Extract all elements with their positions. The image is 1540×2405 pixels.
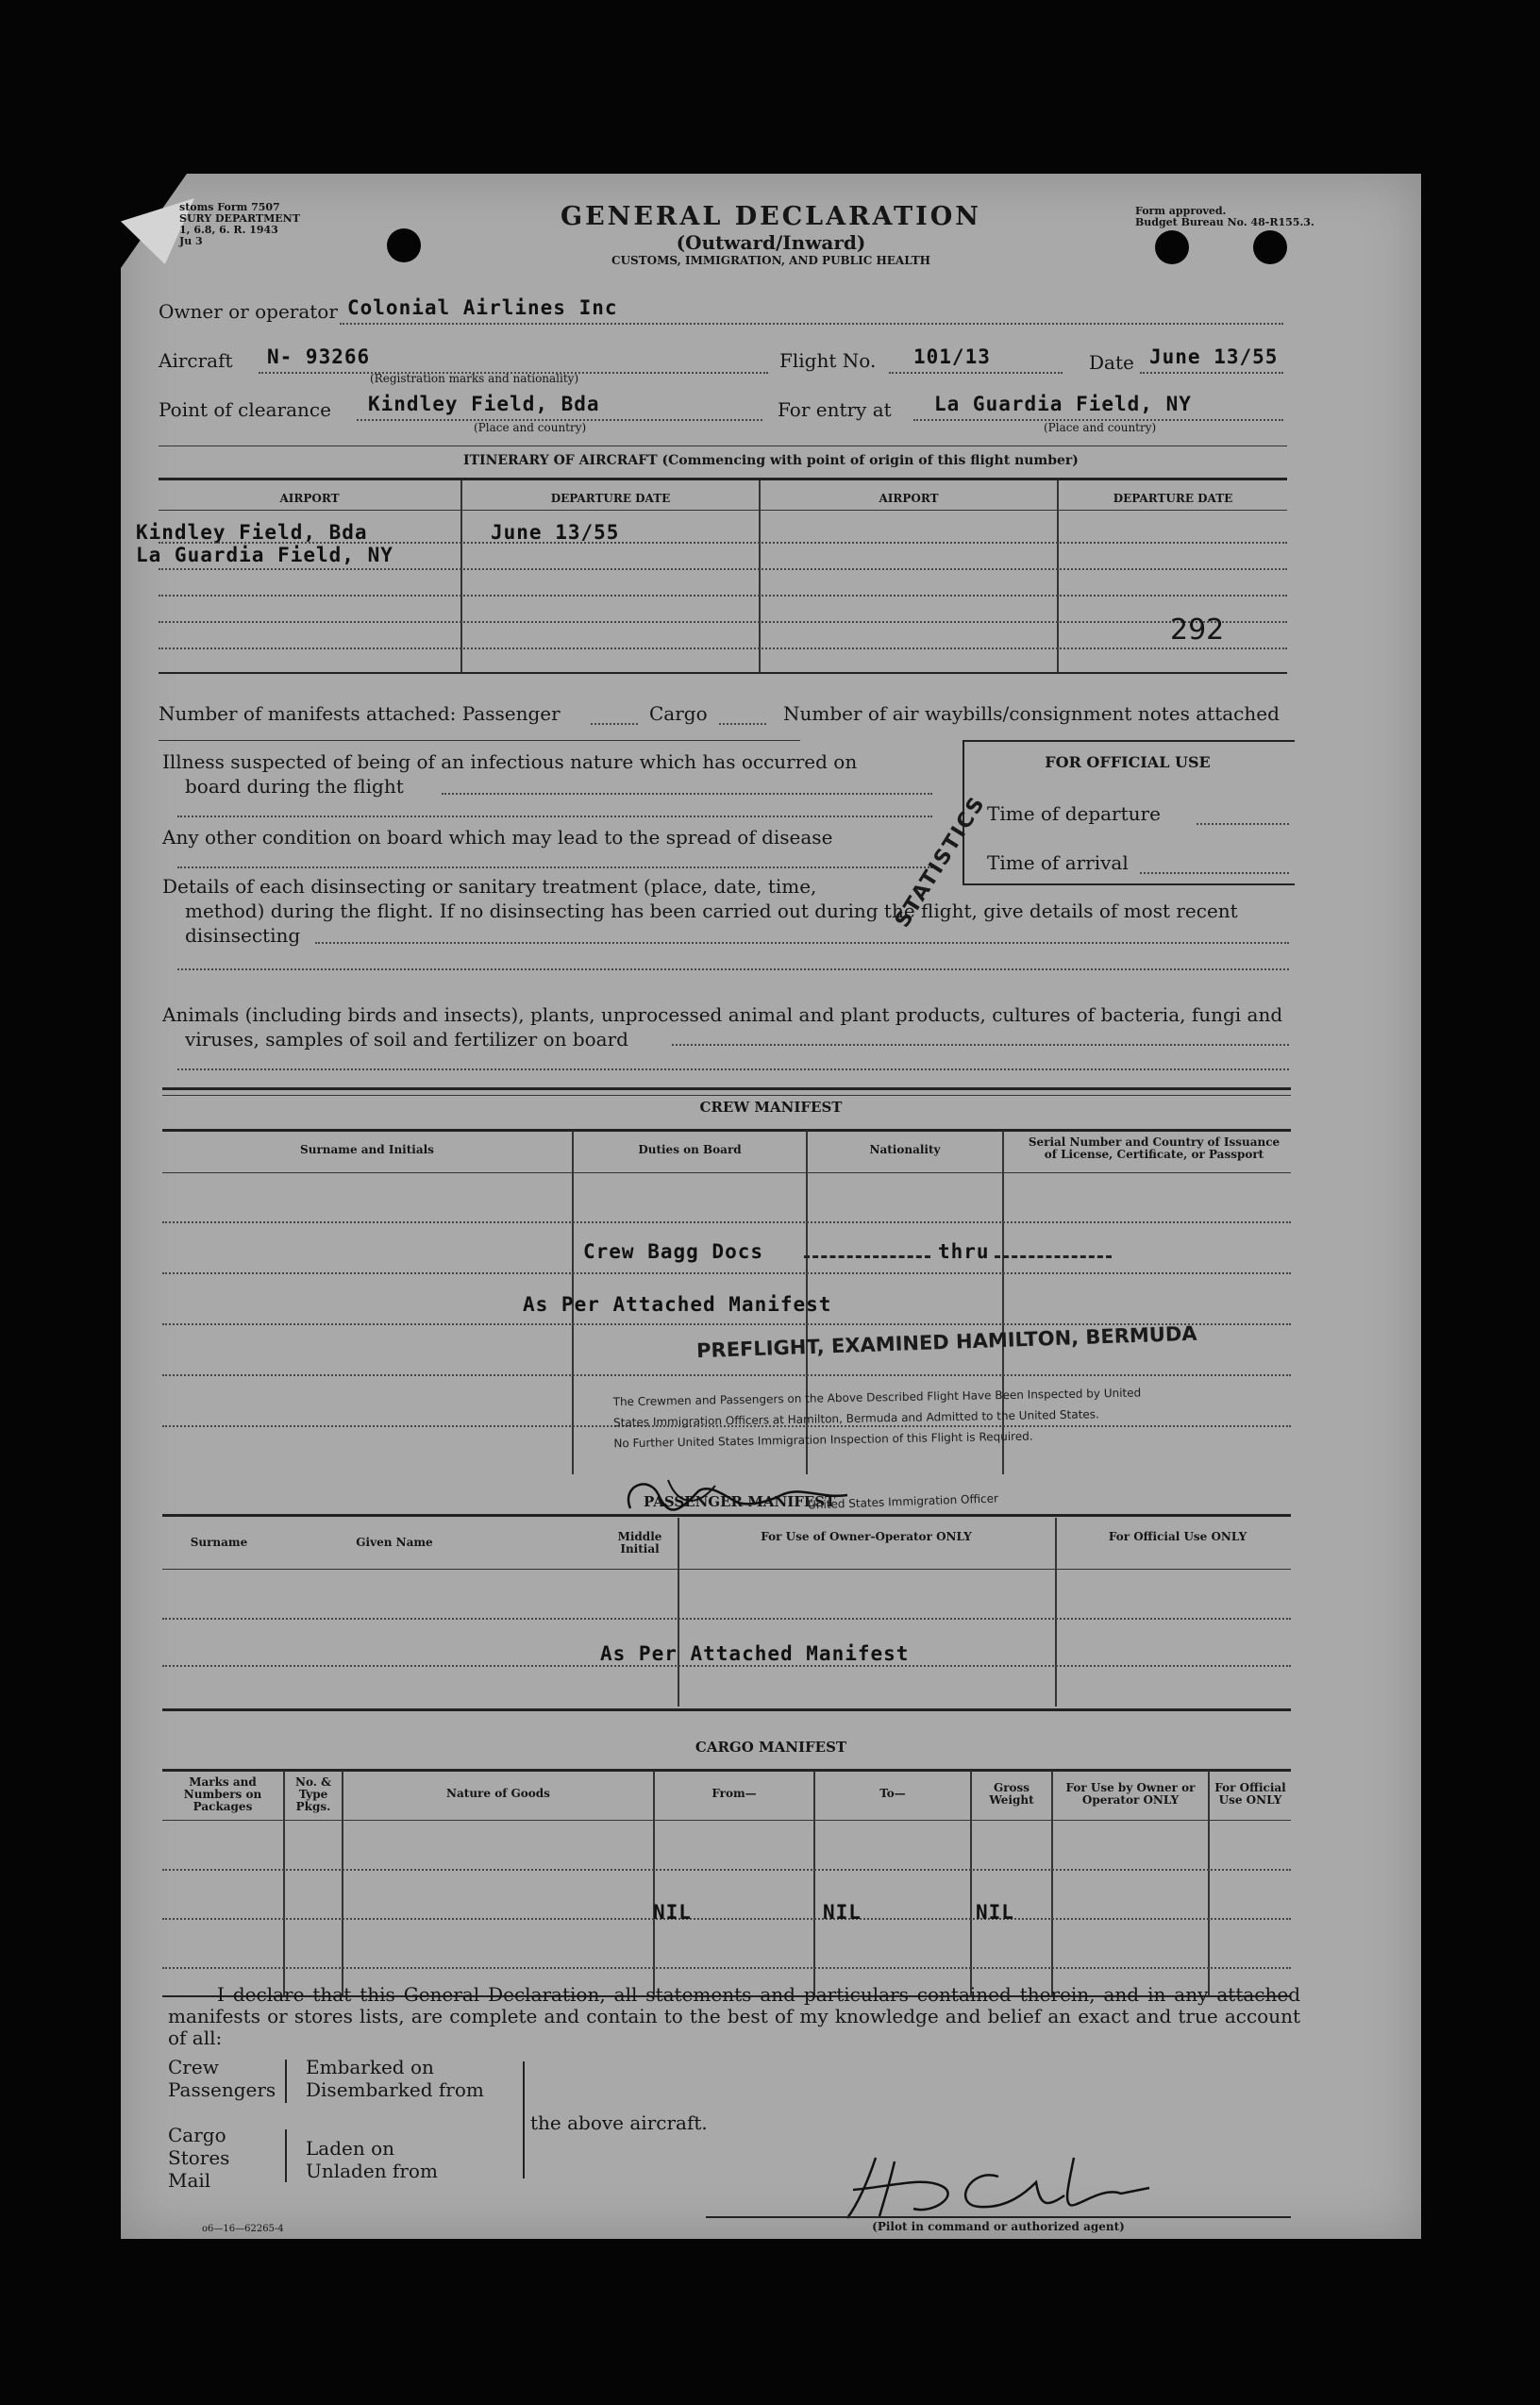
itinerary-date-1: June 13/55 <box>491 521 620 544</box>
aircraft-label: Aircraft <box>159 349 233 372</box>
form-number: stoms Form 7507 SURY DEPARTMENT 1, 6.8, 6. R. 1943 Ju 3 <box>179 201 300 247</box>
form-approval: Form approved. Budget Bureau No. 48-R155.3. <box>1135 205 1314 228</box>
print-code: o6—16—62265-4 <box>202 2224 284 2234</box>
official-use-title: FOR OFFICIAL USE <box>1045 753 1211 771</box>
clearance-value: Kindley Field, Bda <box>368 393 600 415</box>
passenger-col-owner: For Use of Owner-Operator ONLY <box>761 1530 972 1543</box>
declaration-group-2-actions: Laden on Unladen from <box>306 2137 438 2182</box>
clearance-label: Point of clearance <box>159 398 331 421</box>
immigration-officer-caption: United States Immigration Officer <box>807 1491 999 1512</box>
waybills-label: Number of air waybills/consignment notes attached <box>783 702 1280 725</box>
preflight-stamp-text: The Crewmen and Passengers on the Above Described Flight Have Been Inspected by United States Immigration Officers at Hamilton, Bermuda and Admitted to the United States. No Further United States Immigration Inspection of this Flight is Required. <box>612 1386 1142 1451</box>
immigration-signature <box>611 1467 857 1523</box>
declaration-text: I declare that this General Declaration, all statements and particulars contained therein, and in any attached manifests or stores lists, are complete and contain to the best of my knowledge and belief an exact and true account of all: <box>168 1983 1300 2049</box>
page-title: GENERAL DECLARATION <box>561 202 981 231</box>
cargo-manifest-title: CARGO MANIFEST <box>695 1739 847 1756</box>
owner-label: Owner or operator <box>159 300 338 323</box>
aircraft-note: (Registration marks and nationality) <box>370 372 579 385</box>
animals-text: Animals (including birds and insects), plants, unprocessed animal and plant products, cultures of bacteria, fungi and viruses, samples of soil and fertilizer on board <box>162 1003 1283 1051</box>
page-number: 292 <box>1170 614 1225 647</box>
crew-dash-1 <box>804 1255 930 1258</box>
passenger-col-official: For Official Use ONLY <box>1108 1530 1247 1543</box>
date-label: Date <box>1089 351 1134 374</box>
cargo-to-value: NIL <box>823 1901 862 1924</box>
crew-col-surname: Surname and Initials <box>300 1143 434 1156</box>
illness-text: Illness suspected of being of an infectious nature which has occurred on board during the flight <box>162 750 858 798</box>
manifests-label: Number of manifests attached: Passenger <box>159 702 561 725</box>
passenger-col-middle: Middle Initial <box>617 1530 662 1556</box>
itinerary-airport-2: La Guardia Field, NY <box>136 544 393 566</box>
declaration-sheet <box>121 174 1421 2239</box>
cargo-from-value: NIL <box>653 1901 692 1924</box>
entry-value: La Guardia Field, NY <box>934 393 1192 415</box>
crew-typed-docs: Crew Bagg Docs <box>583 1240 764 1263</box>
itinerary-col-airport: AIRPORT <box>279 492 340 505</box>
itinerary-col-date: DEPARTURE DATE <box>550 492 671 505</box>
declaration-aircraft: the above aircraft. <box>530 2111 708 2134</box>
cargo-col-marks: Marks and Numbers on Packages <box>183 1775 262 1813</box>
crew-manifest-title: CREW MANIFEST <box>699 1099 843 1116</box>
itinerary-col-date-2: DEPARTURE DATE <box>1113 492 1233 505</box>
flight-label: Flight No. <box>779 349 877 372</box>
crew-col-nationality: Nationality <box>869 1143 941 1156</box>
cargo-col-pkgs: No. & Type Pkgs. <box>295 1775 331 1813</box>
pilot-signature <box>838 2148 1159 2224</box>
declaration-group-2: Cargo Stores Mail <box>168 2124 230 2192</box>
crew-manifest-note: As Per Attached Manifest <box>523 1293 832 1316</box>
condition-text: Any other condition on board which may lead to the spread of disease <box>162 826 833 849</box>
passenger-col-given: Given Name <box>356 1536 433 1549</box>
page-tagline: CUSTOMS, IMMIGRATION, AND PUBLIC HEALTH <box>611 254 930 267</box>
itinerary-title: ITINERARY OF AIRCRAFT (Commencing with point of origin of this flight number) <box>463 453 1079 468</box>
itinerary-col-airport-2: AIRPORT <box>879 492 939 505</box>
passenger-manifest-note: As Per Attached Manifest <box>600 1642 910 1665</box>
statistics-stamp: STATISTICS <box>891 792 991 933</box>
cargo-weight-value: NIL <box>976 1901 1014 1924</box>
entry-note: (Place and country) <box>1044 421 1157 434</box>
cargo-col-official: For Official Use ONLY <box>1214 1781 1286 1807</box>
date-value: June 13/55 <box>1149 345 1279 368</box>
declaration-group-1: Crew Passengers <box>168 2056 276 2101</box>
clearance-note: (Place and country) <box>474 421 587 434</box>
passenger-manifest-title: PASSENGER MANIFEST <box>644 1493 836 1510</box>
disinsecting-text: Details of each disinsecting or sanitary treatment (place, date, time, method) during the flight. If no disinsecting has been carried out during the flight, give details of most recent disinsecting <box>162 875 1238 947</box>
entry-label: For entry at <box>778 398 892 421</box>
itinerary-airport-1: Kindley Field, Bda <box>136 521 368 544</box>
crew-col-serial: Serial Number and Country of Issuance of License, Certificate, or Passport <box>1028 1135 1281 1161</box>
signature-caption: (Pilot in command or authorized agent) <box>872 2220 1125 2233</box>
declaration-group-1-actions: Embarked on Disembarked from <box>306 2056 484 2101</box>
time-arrival-label: Time of arrival <box>987 851 1129 874</box>
cargo-col-from: From— <box>711 1787 757 1800</box>
owner-value: Colonial Airlines Inc <box>347 296 618 319</box>
manifests-cargo-label: Cargo <box>649 702 708 725</box>
page-subtitle: (Outward/Inward) <box>676 231 866 254</box>
aircraft-value: N- 93266 <box>267 345 371 368</box>
flight-value: 101/13 <box>913 345 991 368</box>
crew-typed-thru: thru <box>938 1240 990 1263</box>
preflight-stamp-title: PREFLIGHT, EXAMINED HAMILTON, BERMUDA <box>695 1321 1197 1363</box>
cargo-col-to: To— <box>879 1787 906 1800</box>
crew-col-duties: Duties on Board <box>638 1143 742 1156</box>
cargo-col-weight: Gross Weight <box>989 1781 1034 1807</box>
time-departure-label: Time of departure <box>987 802 1161 825</box>
cargo-col-owner: For Use by Owner or Operator ONLY <box>1065 1781 1196 1807</box>
passenger-col-surname: Surname <box>190 1536 248 1549</box>
crew-dash-2 <box>995 1255 1112 1258</box>
cargo-col-goods: Nature of Goods <box>446 1787 550 1800</box>
